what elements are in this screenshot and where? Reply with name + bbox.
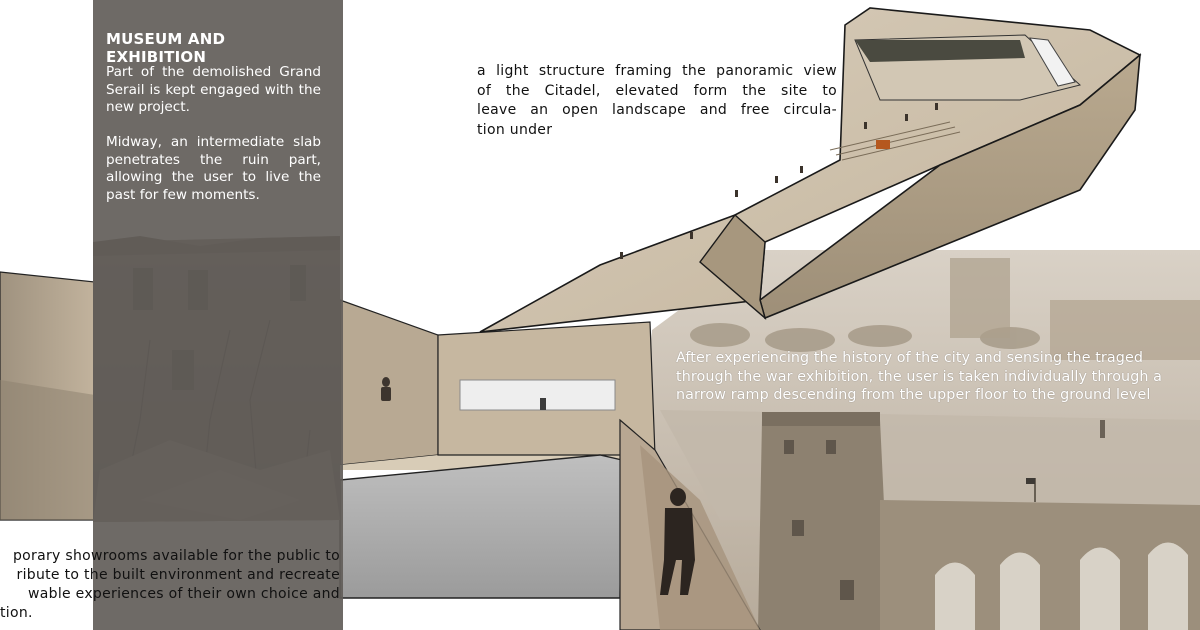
caption-line: wable experiences of their own choice and [28, 586, 340, 602]
caption-line: tion. [0, 605, 33, 621]
caption-line: leave an open landscape and free circula- [477, 102, 837, 118]
sidebar-paragraph-serail: Part of the demolished Grand Serail is kept engaged with the new project. [106, 64, 321, 115]
caption-line: porary showrooms available for the public to [12, 548, 340, 564]
showrooms-caption [0, 547, 340, 623]
exhibition-floor [340, 455, 622, 598]
caption-line: a light structure framing the panoramic view [477, 63, 837, 79]
caption-line: After experiencing the history of the city and sensing the traged [676, 350, 1144, 366]
section-title: MUSEUM AND EXHIBITION [106, 30, 226, 66]
caption-line: of the Citadel, elevated form the site to [477, 82, 837, 99]
citadel-view-caption [477, 62, 837, 140]
sidebar-paragraph-slab: Midway, an intermediate slab penetrates the ruin part, allowing the user to live the past for few moments. [106, 134, 321, 203]
caption-line: through the war exhibition, the user is taken individually through a [676, 368, 1163, 385]
caption-line: tion under [477, 121, 553, 138]
experience-caption [676, 349, 1200, 405]
caption-line: ribute to the built environment and recreate [16, 567, 340, 583]
caption-line: narrow ramp descending from the upper floor to the ground level [676, 387, 1151, 403]
